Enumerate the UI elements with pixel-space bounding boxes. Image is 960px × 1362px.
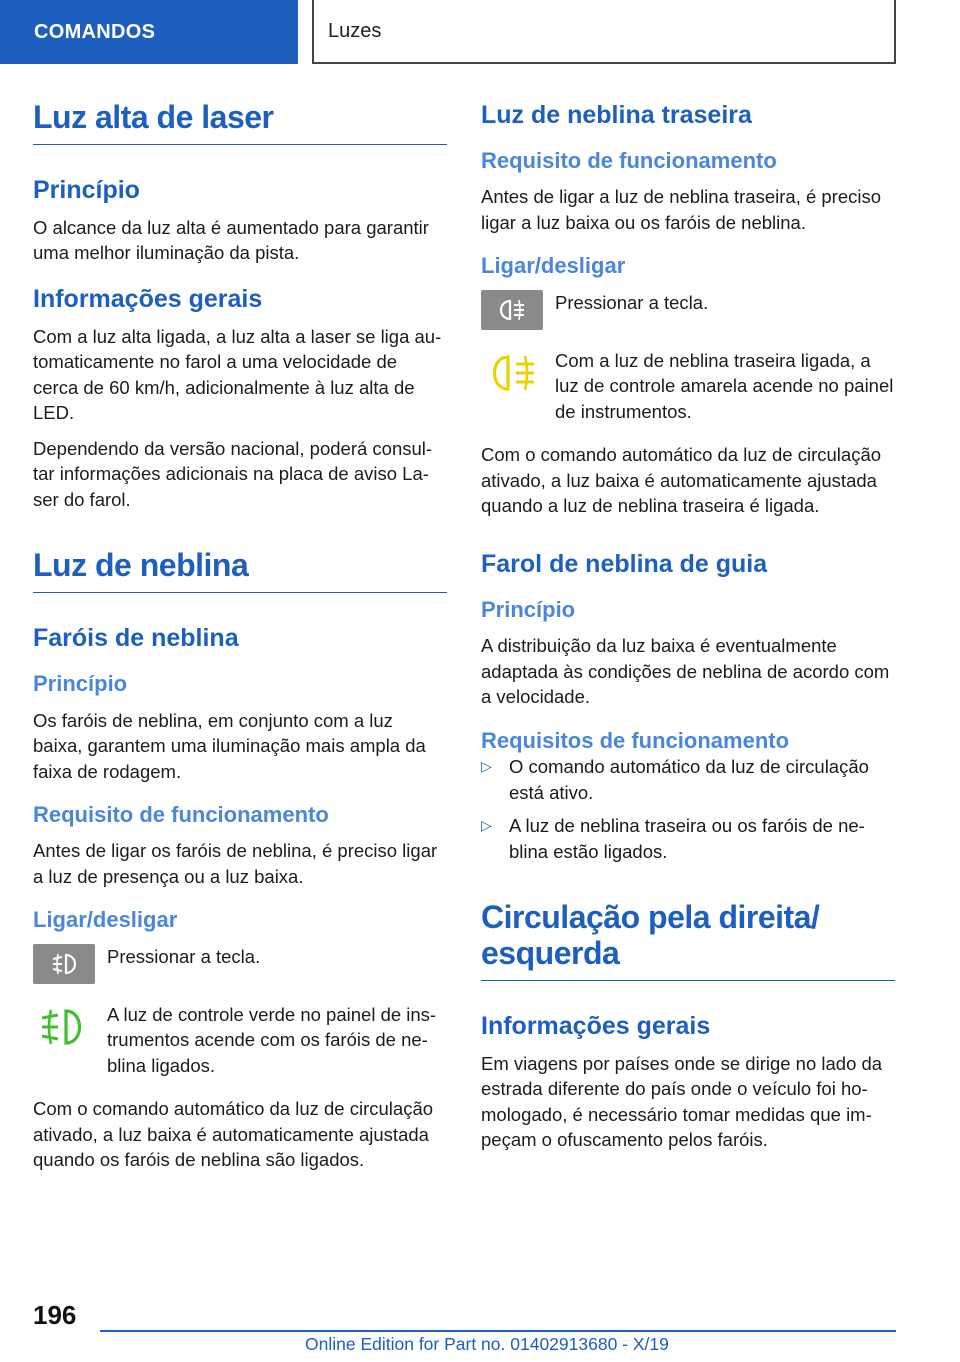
paragraph: Antes de ligar os faróis de neblina, é preciso ligar a luz de presença ou a luz baixa. <box>33 840 438 887</box>
paragraph: A distribuição da luz baixa é eventualmente adaptada às condições de neblina de acordo com a velocidade. <box>481 635 890 708</box>
heading-left-right-traffic: Circulação pela direita/ esquerda <box>481 900 895 981</box>
front-fog-key-text: Pressionar a tecla. <box>107 945 261 967</box>
left-column <box>33 100 447 1173</box>
rear-fog-indicator-icon <box>481 348 543 398</box>
subheading-requirements: Requisitos de funcionamento <box>481 727 790 753</box>
right-column <box>481 100 895 1153</box>
paragraph: Com a luz alta ligada, a luz alta a laser se liga au-tomaticamente no farol a uma velocidade de cerca de 60 km/h, adicionalmente à luz alta de LED. <box>33 325 442 424</box>
subheading-switch: Ligar/desligar <box>33 907 178 933</box>
triangle-bullet-icon: ▷ <box>481 817 492 834</box>
heading-guide-fog: Farol de neblina de guia <box>481 549 768 578</box>
heading-rear-fog: Luz de neblina traseira <box>481 101 752 129</box>
rear-fog-key-row <box>481 290 895 330</box>
paragraph: Com o comando automático da luz de circulação ativado, a luz baixa é automaticamente ajustada quando a luz de neblina traseira é ligada. <box>481 444 882 517</box>
front-fog-indicator-row <box>33 1002 447 1079</box>
heading-general-info: Informações gerais <box>33 284 263 313</box>
subheading-principle: Princípio <box>481 596 576 622</box>
rear-fog-indicator-row <box>481 348 895 425</box>
heading-front-fog: Faróis de neblina <box>33 624 239 653</box>
subheading-requirement: Requisito de funcionamento <box>481 148 777 173</box>
heading-general-info: Informações gerais <box>481 1011 711 1040</box>
section-tab: COMANDOS <box>0 0 298 64</box>
paragraph: Antes de ligar a luz de neblina traseira, é preciso ligar a luz baixa ou os faróis de neblina. <box>481 186 882 233</box>
heading-fog-light: Luz de neblina <box>33 548 447 593</box>
footer-divider <box>100 1330 896 1332</box>
paragraph: Os faróis de neblina, em conjunto com a luz baixa, garantem uma iluminação mais ampla da faixa de rodagem. <box>33 709 426 782</box>
list-item-text: A luz de neblina traseira ou os faróis de ne-blina estão ligados. <box>509 815 865 862</box>
paragraph: O alcance da luz alta é aumentado para garantir uma melhor iluminação da pista. <box>33 216 429 264</box>
front-fog-key-row <box>33 944 447 984</box>
heading-principle: Princípio <box>33 175 140 204</box>
paragraph: Em viagens por países onde se dirige no lado da estrada diferente do país onde o veículo foi ho-mologado, é necessário tomar medidas que im-peçam o ofuscamento pelos faróis. <box>481 1052 883 1151</box>
list-item <box>481 754 895 805</box>
footer-edition: Online Edition for Part no. 01402913680 - X/19 <box>305 1334 669 1354</box>
front-fog-key-icon <box>33 944 95 984</box>
paragraph: Dependendo da versão nacional, poderá consul-tar informações adicionais na placa de aviso La-ser do farol. <box>33 437 433 510</box>
requirements-list <box>481 754 895 864</box>
paragraph: Com o comando automático da luz de circulação ativado, a luz baixa é automaticamente ajustada quando os faróis de neblina são ligados. <box>33 1098 434 1171</box>
triangle-bullet-icon: ▷ <box>481 758 492 775</box>
rear-fog-key-text: Pressionar a tecla. <box>555 291 709 313</box>
subheading-principle: Princípio <box>33 671 128 697</box>
subheading-requirement: Requisito de funcionamento <box>33 802 329 828</box>
chapter-title: Luzes <box>312 0 896 64</box>
list-item <box>481 813 895 864</box>
rear-fog-indicator-text: Com a luz de neblina traseira ligada, a luz de controle amarela acende no painel de instrumentos. <box>555 349 894 422</box>
list-item-text: O comando automático da luz de circulação está ativo. <box>509 756 869 803</box>
subheading-switch: Ligar/desligar <box>481 253 626 279</box>
front-fog-indicator-icon <box>33 1002 95 1052</box>
rear-fog-key-icon <box>481 290 543 330</box>
page-number: 196 <box>33 1300 77 1330</box>
heading-laser-high-beam: Luz alta de laser <box>33 100 447 145</box>
front-fog-indicator-text: A luz de controle verde no painel de ins-trumentos acende com os faróis de ne-blina ligados. <box>107 1003 437 1076</box>
